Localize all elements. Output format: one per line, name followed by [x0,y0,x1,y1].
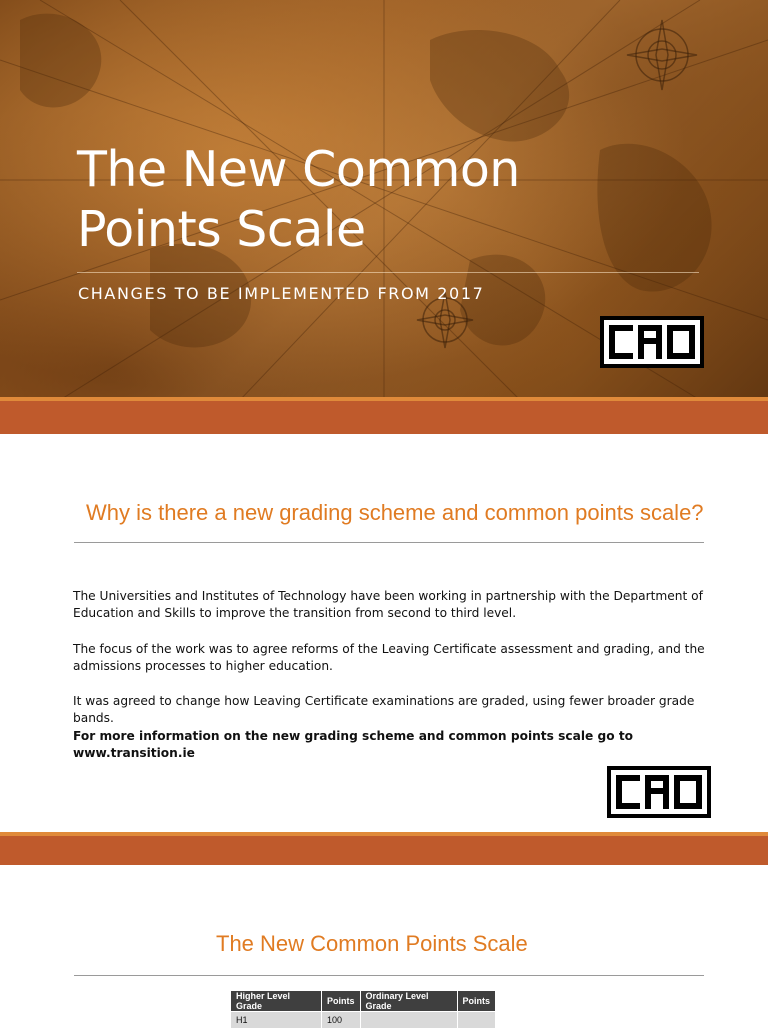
title-divider [77,272,699,273]
column-header: Points [322,991,361,1012]
paragraph-4: For more information on the new grading scheme and common points scale go to www.transition.ie [73,729,634,760]
slide-title-line-2: Points Scale [77,201,366,258]
slide-subtitle: CHANGES TO BE IMPLEMENTED FROM 2017 [78,284,485,303]
paragraph-2: The focus of the work was to agree reforms of the Leaving Certificate assessment and grading, and the admissions processes to higher education. [73,642,705,673]
heading-divider [74,975,704,976]
paragraph-1: The Universities and Institutes of Technology have been working in partnership with the Department of Education and Skills to improve the transition from second to third level. [73,589,703,620]
cao-logo [600,316,704,368]
column-header: Points [457,991,496,1012]
table-cell [457,1012,496,1029]
slide-title [77,140,717,260]
orange-band [0,401,768,434]
table-header-row [231,991,496,1012]
table-cell: 100 [322,1012,361,1029]
slide-heading: Why is there a new grading scheme and common points scale? [86,500,704,525]
column-header: Ordinary Level Grade [360,991,457,1012]
slide-title-line-1: The New Common [77,141,520,198]
orange-band [0,836,768,865]
title-slide [0,0,768,434]
table-cell: H1 [231,1012,322,1029]
paragraph-3: It was agreed to change how Leaving Certificate examinations are graded, using fewer broader grade bands. [73,694,695,725]
points-table [230,990,496,1029]
column-header: Higher Level Grade [231,991,322,1012]
heading-divider [74,542,704,543]
table-cell [360,1012,457,1029]
slide-heading: The New Common Points Scale [216,931,528,956]
cao-logo [607,766,711,818]
table-row [231,1012,496,1029]
